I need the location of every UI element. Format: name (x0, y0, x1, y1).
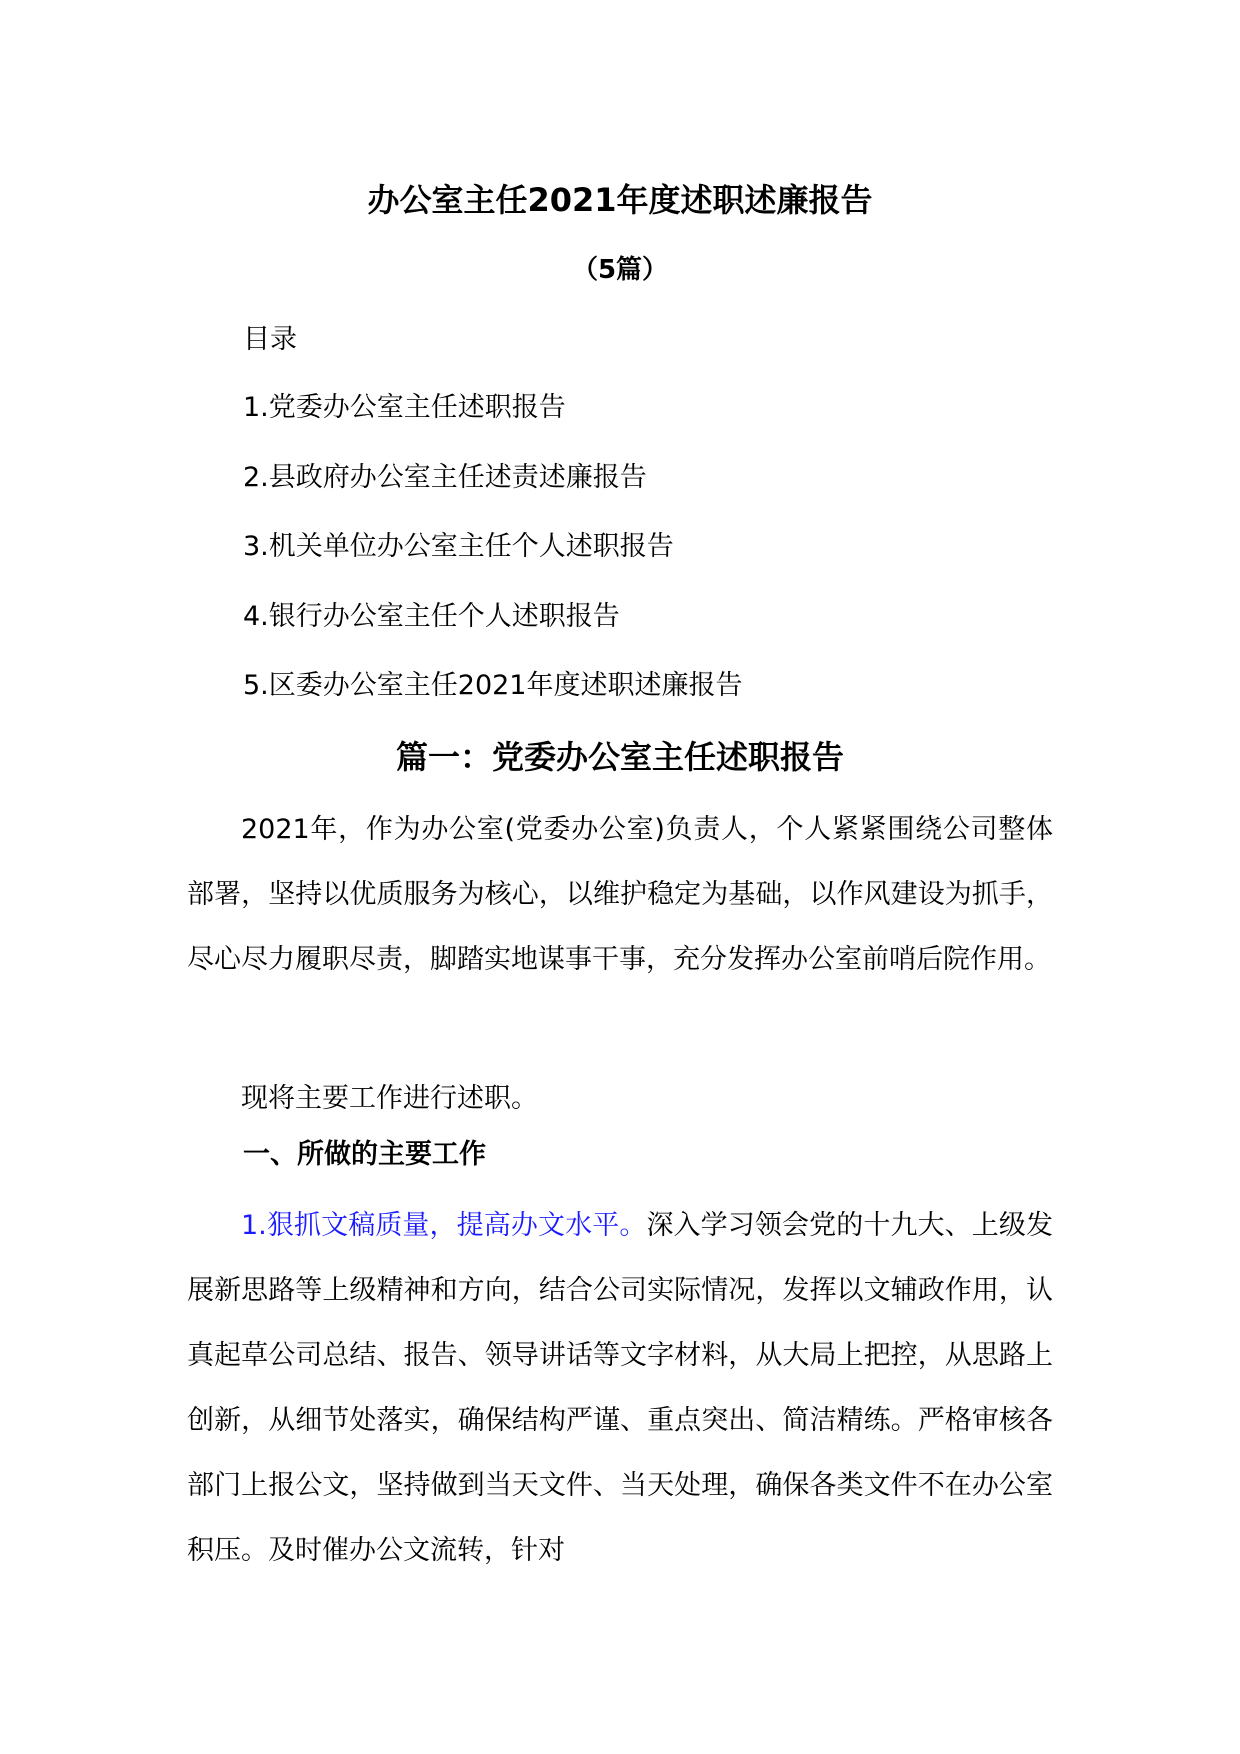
toc-item: 3.机关单位办公室主任个人述职报告 (243, 531, 674, 562)
transition-paragraph: 现将主要工作进行述职。 (241, 1083, 538, 1114)
table-of-contents (243, 388, 742, 736)
toc-item: 2.县政府办公室主任述责述廉报告 (243, 461, 647, 493)
toc-item: 5.区委办公室主任2021年度述职述廉报告 (243, 670, 743, 701)
work-item-body: 深入学习领会党的十九大、上级发展新思路等上级精神和方向，结合公司实际情况，发挥以文辅政作用，认真起草公司总结、报告、领导讲话等文字材料，从大局上把控，从思路上创新，从细节处落实，确保结构严谨、重点突出、简洁精练。严格审核各部门上报公文，坚持做到当天文件、当天处理，确保各类文件不在办公室积压。及时催办公文流转，针对 (187, 1210, 1053, 1566)
toc-heading: 目录 (243, 324, 297, 355)
toc-item: 1.党委办公室主任述职报告 (243, 392, 566, 423)
work-item-paragraph (187, 1193, 1053, 1583)
toc-item: 4.银行办公室主任个人述职报告 (243, 600, 620, 632)
work-item-lead: 1.狠抓文稿质量，提高办文水平。 (241, 1210, 647, 1241)
section-heading: 一、所做的主要工作 (243, 1139, 486, 1170)
document-title: 办公室主任2021年度述职述廉报告 (367, 181, 873, 219)
intro-paragraph: 2021年，作为办公室(党委办公室)负责人，个人紧紧围绕公司整体部署，坚持以优质服务为核心，以维护稳定为基础，以作风建设为抓手，尽心尽力履职尽责，脚踏实地谋事干事，充分发挥办公室前哨后院作用。 (187, 814, 1053, 975)
document-subtitle: （5篇） (571, 255, 669, 285)
chapter-title: 篇一：党委办公室主任述职报告 (395, 738, 844, 776)
